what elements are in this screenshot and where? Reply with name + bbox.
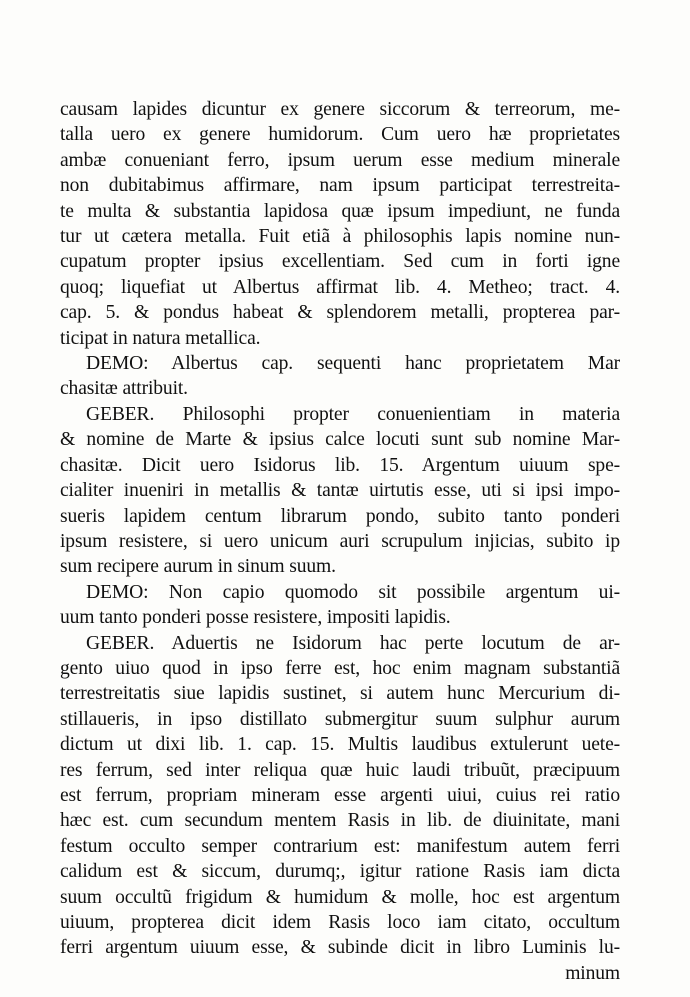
text-line: ferri argentum uiuum esse, & subinde dicit in libro Luminis lu- (60, 937, 620, 959)
text-line: hæc est. cum secundum mentem Rasis in lib. de diuinitate, mani (60, 810, 620, 832)
text-line: cialiter inueniri in metallis & tantæ uirtutis esse, uti si ipsi impo- (60, 480, 620, 502)
text-line: chasitæ attribuit. (60, 378, 188, 400)
text-line: ipsum resistere, si uero unicum auri scrupulum injicias, subito ip (60, 530, 620, 552)
speaker-line-demo: DEMO: Non capio quomodo sit possibile argentum ui- (86, 581, 620, 603)
text-line: stillaueris, in ipso distillato submergitur suum sulphur aurum (60, 708, 620, 730)
text-line: ticipat in natura metallica. (60, 327, 261, 349)
text-line: uum tanto ponderi posse resistere, impositi lapidis. (60, 607, 451, 629)
text-line: quoq; liquefiat ut Albertus affirmat lib. 4. Metheo; tract. 4. (60, 276, 620, 298)
text-line: calidum est & siccum, durumq;, igitur ratione Rasis iam dicta (60, 861, 620, 883)
text-line: ambæ conueniant ferro, ipsum uerum esse medium minerale (60, 149, 620, 171)
text-line: res ferrum, sed inter reliqua quæ huic laudi tribuũt, præcipuum (60, 759, 620, 781)
text-line: est ferrum, propriam mineram esse argenti uiui, cuius rei ratio (60, 784, 620, 806)
text-line: talla uero ex genere humidorum. Cum uero hæ proprietates (60, 124, 620, 146)
text-line: causam lapides dicuntur ex genere siccorum & terreorum, me- (60, 99, 620, 120)
speaker-line-demo: DEMO: Albertus cap. sequenti hanc proprietatem Mar (86, 353, 620, 375)
text-line: tur ut cætera metalla. Fuit etiã à philosophis lapis nomine nun- (60, 226, 620, 248)
text-block (60, 97, 620, 986)
text-line: dictum ut dixi lib. 1. cap. 15. Multis laudibus extulerunt uete- (60, 734, 620, 756)
text-line: sum recipere aurum in sinum suum. (60, 556, 336, 578)
speaker-line-geber: GEBER. Philosophi propter conuenientiam in materia (86, 403, 620, 425)
text-line: cupatum propter ipsius excellentiam. Sed cum in forti igne (60, 251, 620, 273)
text-line: terrestreitatis siue lapidis sustinet, si autem hunc Mercurium di- (60, 683, 620, 705)
text-line: non dubitabimus affirmare, nam ipsum participat terrestreita- (60, 175, 620, 197)
text-line: suum occultũ frigidum & humidum & molle, hoc est argentum (60, 886, 620, 908)
text-line: uiuum, propterea dicit idem Rasis loco iam citato, occultum (60, 912, 620, 933)
text-line: chasitæ. Dicit uero Isidorus lib. 15. Argentum uiuum spe- (60, 454, 620, 476)
text-line: gento uiuo quod in ipso ferre est, hoc enim magnam substantiã (60, 657, 620, 679)
speaker-line-geber: GEBER. Aduertis ne Isidorum hac perte locutum de ar- (86, 632, 620, 654)
text-line: te multa & substantia lapidosa quæ ipsum impediunt, ne funda (60, 200, 620, 222)
text-line: sueris lapidem centum librarum pondo, subito tanto ponderi (60, 505, 620, 527)
catchword: minum (565, 962, 620, 984)
text-line: & nomine de Marte & ipsius calce locuti sunt sub nomine Mar- (60, 429, 620, 451)
text-line: cap. 5. & pondus habeat & splendorem metalli, propterea par- (60, 302, 620, 324)
text-line: festum occulto semper contrarium est: manifestum autem ferri (60, 835, 620, 857)
